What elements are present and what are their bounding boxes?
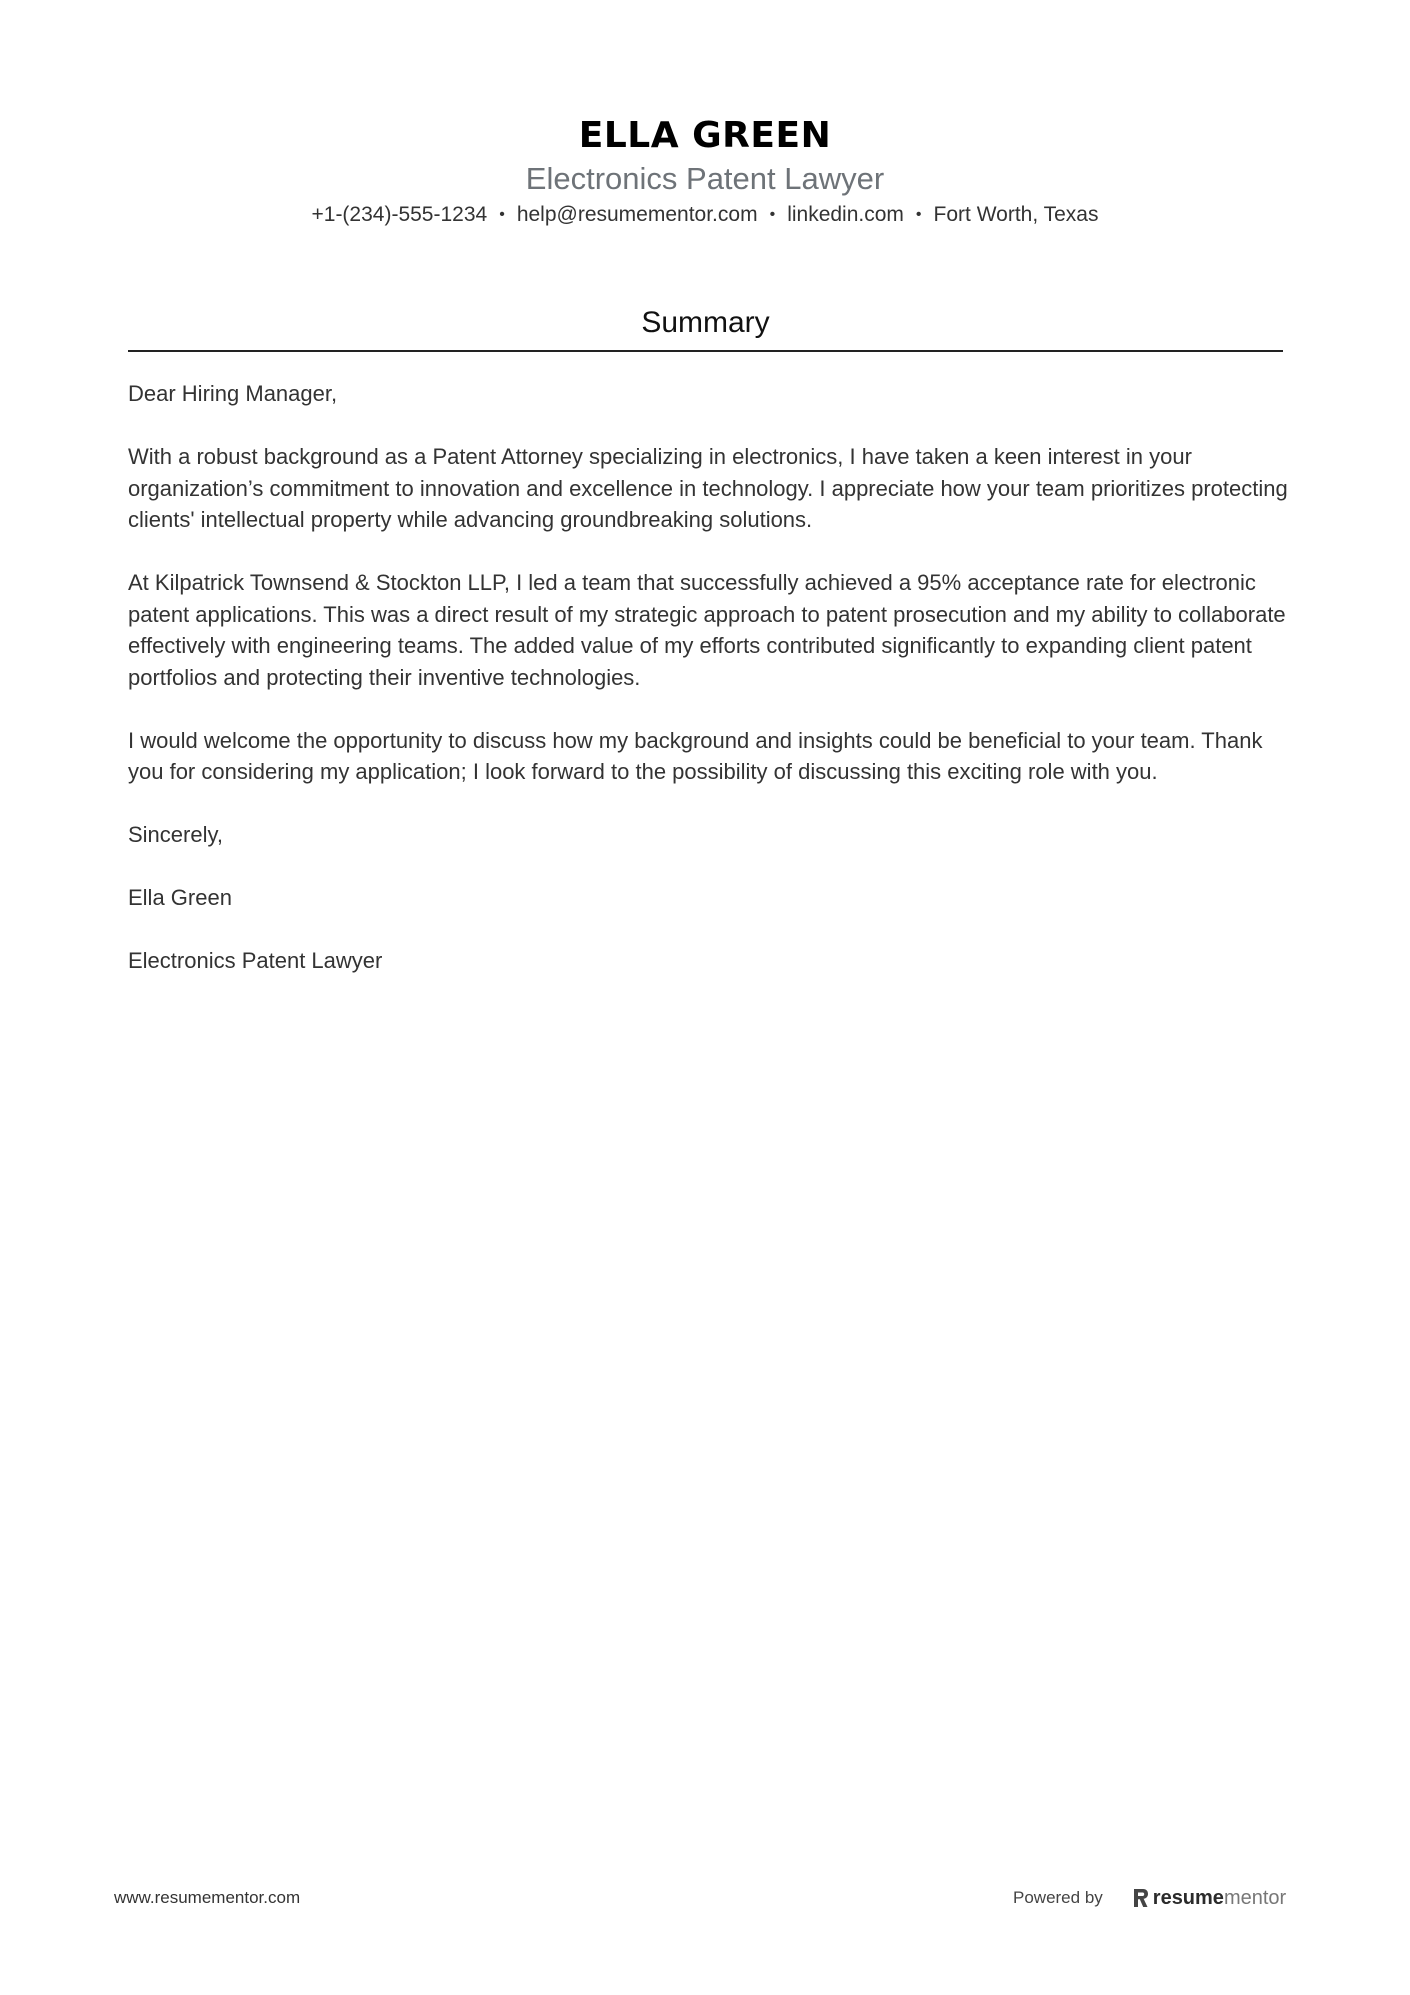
candidate-name: ELLA GREEN	[578, 115, 832, 156]
signature-name: Ella Green	[128, 885, 232, 910]
letter-greeting: Dear Hiring Manager,	[128, 381, 338, 406]
letter-closing: Sincerely,	[128, 822, 223, 847]
letter-paragraph-1: With a robust background as a Patent Attorney specializing in electronics, I have taken a keen interest in your organization’s commitment to innovation and excellence in technology. I appreciate how your team prioritizes protecting clients' intellectual property while advancing groundbreaking solutions.	[128, 444, 1288, 532]
letter-header	[0, 112, 1410, 230]
footer-website-link[interactable]: www.resumementor.com	[114, 1888, 301, 1907]
logo-wordmark-light: mentor	[1223, 1886, 1287, 1909]
candidate-title: Electronics Patent Lawyer	[525, 161, 885, 196]
logo-wordmark	[1153, 1887, 1286, 1910]
resumementor-logo-icon	[1133, 1888, 1149, 1908]
footer-powered-by	[1013, 1884, 1286, 1912]
powered-by-label: Powered by	[1013, 1888, 1103, 1907]
contact-phone: +1-(234)-555-1234	[311, 203, 488, 226]
letter-paragraph-2: At Kilpatrick Townsend & Stockton LLP, I led a team that successfully achieved a 95% acceptance rate for electronic patent applications. This was a direct result of my strategic approach to patent prosecution and my ability to collaborate effectively with engineering teams. The added value of my efforts contributed significantly to expanding client patent portfolios and protecting their inventive technologies.	[128, 570, 1286, 690]
letter-body	[128, 378, 1288, 1008]
contact-line	[0, 200, 1410, 230]
contact-separator: •	[499, 206, 505, 223]
section-title-summary: Summary	[641, 306, 770, 339]
contact-separator: •	[769, 206, 776, 223]
logo-wordmark-bold: resume	[1152, 1886, 1224, 1909]
letter-paragraph-3: I would welcome the opportunity to discuss how my background and insights could be beneficial to your team. Thank you for considering my application; I look forward to the possibility of discussing this exciting role with you.	[128, 727, 1263, 784]
contact-email[interactable]: help@resumementor.com	[516, 203, 758, 226]
contact-separator: •	[915, 206, 922, 223]
resumementor-logo[interactable]	[1133, 1887, 1286, 1910]
contact-location: Fort Worth, Texas	[933, 203, 1099, 226]
contact-linkedin[interactable]: linkedin.com	[787, 203, 904, 226]
section-divider	[128, 350, 1283, 352]
signature-title: Electronics Patent Lawyer	[128, 948, 383, 973]
